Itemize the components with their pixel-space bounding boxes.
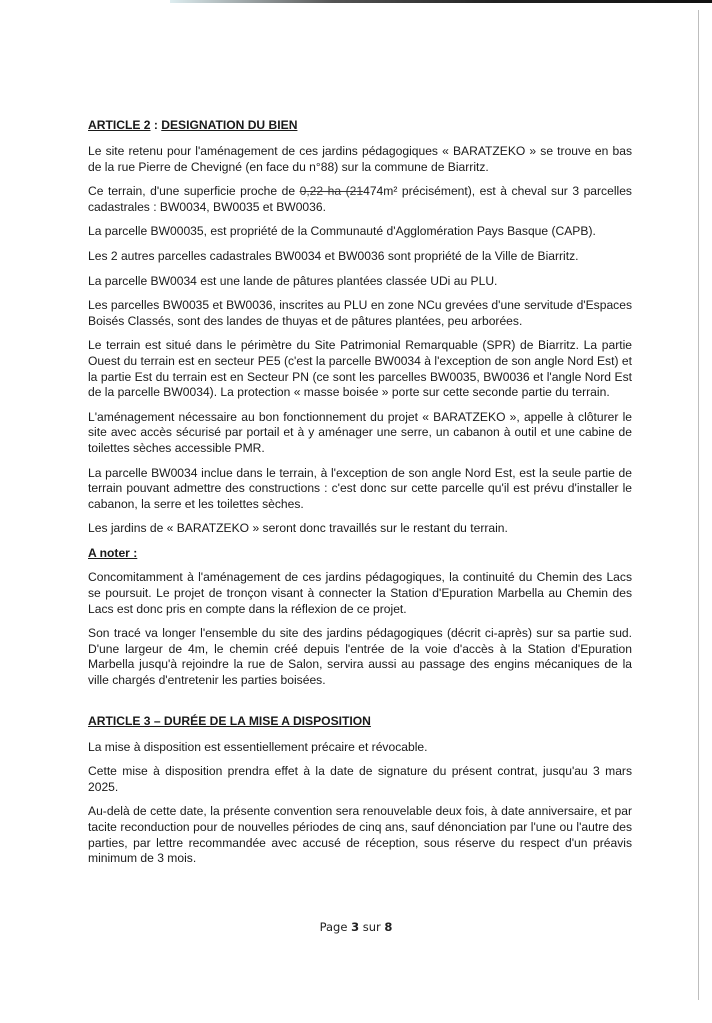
paragraph: Le site retenu pour l'aménagement de ces jardins pédagogiques « BARATZEKO » se trouve en bas de la rue Pierre de Chevigné (en face du n°88) sur la commune de Biarritz. (88, 144, 632, 174)
paragraph: Les jardins de « BARATZEKO » seront donc travaillés sur le restant du terrain. (88, 521, 508, 536)
paragraph: Au-delà de cette date, la présente convention sera renouvelable deux fois, à date anniversaire, et par tacite reconduction pour de nouvelles périodes de cinq ans, sauf dénonciation par l'une ou l'autre des parties, par lettre recommandée avec accusé de réception, sous réserve du respect d'un préavis minimum de 3 mois. (88, 804, 632, 866)
scan-top-edge (170, 0, 712, 3)
paragraph-superficie (88, 184, 632, 215)
document-page (88, 118, 632, 876)
footer-prefix: Page (319, 920, 352, 934)
paragraph: La parcelle BW0034 est une lande de pâtures plantées classée UDi au PLU. (88, 273, 498, 288)
paragraph: Les parcelles BW0035 et BW0036, inscrites au PLU en zone NCu grevées d'une servitude d'Espaces Boisés Classés, sont des landes de thuyas et de pâtures plantées, peu arborées. (88, 298, 632, 328)
page-footer (0, 920, 712, 934)
scan-right-edge (698, 10, 699, 1000)
handwritten-strikethrough: 0,22 ha (21 (299, 184, 364, 199)
article-3-title: ARTICLE 3 – DURÉE DE LA MISE A DISPOSITION (88, 713, 371, 728)
paragraph: Son tracé va longer l'ensemble du site des jardins pédagogiques (décrit ci-après) sur sa partie sud. D'une largeur de 4m, le chemin créé depuis l'entrée de la voie d'accès à la Station d'Epuration Marbella jusqu'à rejoindre la rue de Salon, servira aussi au passage des engins mécaniques de la ville chargés d'entretenir les parties boisées. (88, 626, 632, 688)
current-page-number: 3 (351, 920, 360, 934)
article-2-label: ARTICLE 2 (88, 118, 151, 132)
note-heading: A noter : (88, 545, 138, 560)
text: 474m² précisément), est à cheval sur 3 parcelles cadastrales : BW0034, BW0035 et BW0036. (88, 184, 632, 214)
paragraph: L'aménagement nécessaire au bon fonctionnement du projet « BARATZEKO », appelle à clôturer le site avec accès sécurisé par portail et à y aménager une serre, un cabanon à outil et une cabine de toilettes sèches accessible PMR. (88, 409, 632, 455)
article-2-heading (88, 118, 632, 133)
paragraph: Le terrain est situé dans le périmètre du Site Patrimonial Remarquable (SPR) de Biarritz. La partie Ouest du terrain est en secteur PE5 (c'est la parcelle BW0034 à l'exception de son angle Nord Est) et la partie Est du terrain est en Secteur PN (ce sont les parcelles BW0035, BW0036 et l'angle Nord Est de la parcelle BW0034). La protection « masse boisée » porte sur cette seconde partie du terrain. (88, 338, 632, 400)
footer-middle: sur (359, 920, 385, 934)
article-3-heading (88, 714, 632, 729)
paragraph: La parcelle BW00035, est propriété de la Communauté d'Agglomération Pays Basque (CAPB). (88, 224, 596, 239)
paragraph: Les 2 autres parcelles cadastrales BW0034 et BW0036 sont propriété de la Ville de Biarritz. (88, 248, 579, 263)
text: Ce terrain, d'une superficie proche de (88, 184, 300, 199)
paragraph: Cette mise à disposition prendra effet à la date de signature du présent contrat, jusqu'au 3 mars 2025. (88, 764, 632, 794)
paragraph: Concomitamment à l'aménagement de ces jardins pédagogiques, la continuité du Chemin des Lacs se poursuit. Le projet de tronçon visant à connecter la Station d'Epuration Marbella au Chemin des Lacs est donc pris en compte dans la réflexion de ce projet. (88, 570, 632, 616)
paragraph: La mise à disposition est essentiellement précaire et révocable. (88, 739, 428, 754)
paragraph: La parcelle BW0034 inclue dans le terrain, à l'exception de son angle Nord Est, est la seule partie de terrain pouvant admettre des constructions : c'est donc sur cette parcelle qu'il est prévu d'installer le cabanon, la serre et les toilettes sèches. (88, 465, 632, 511)
article-2-title: DESIGNATION DU BIEN (161, 118, 298, 132)
total-pages: 8 (384, 920, 393, 934)
article-2-sep: : (150, 118, 162, 132)
